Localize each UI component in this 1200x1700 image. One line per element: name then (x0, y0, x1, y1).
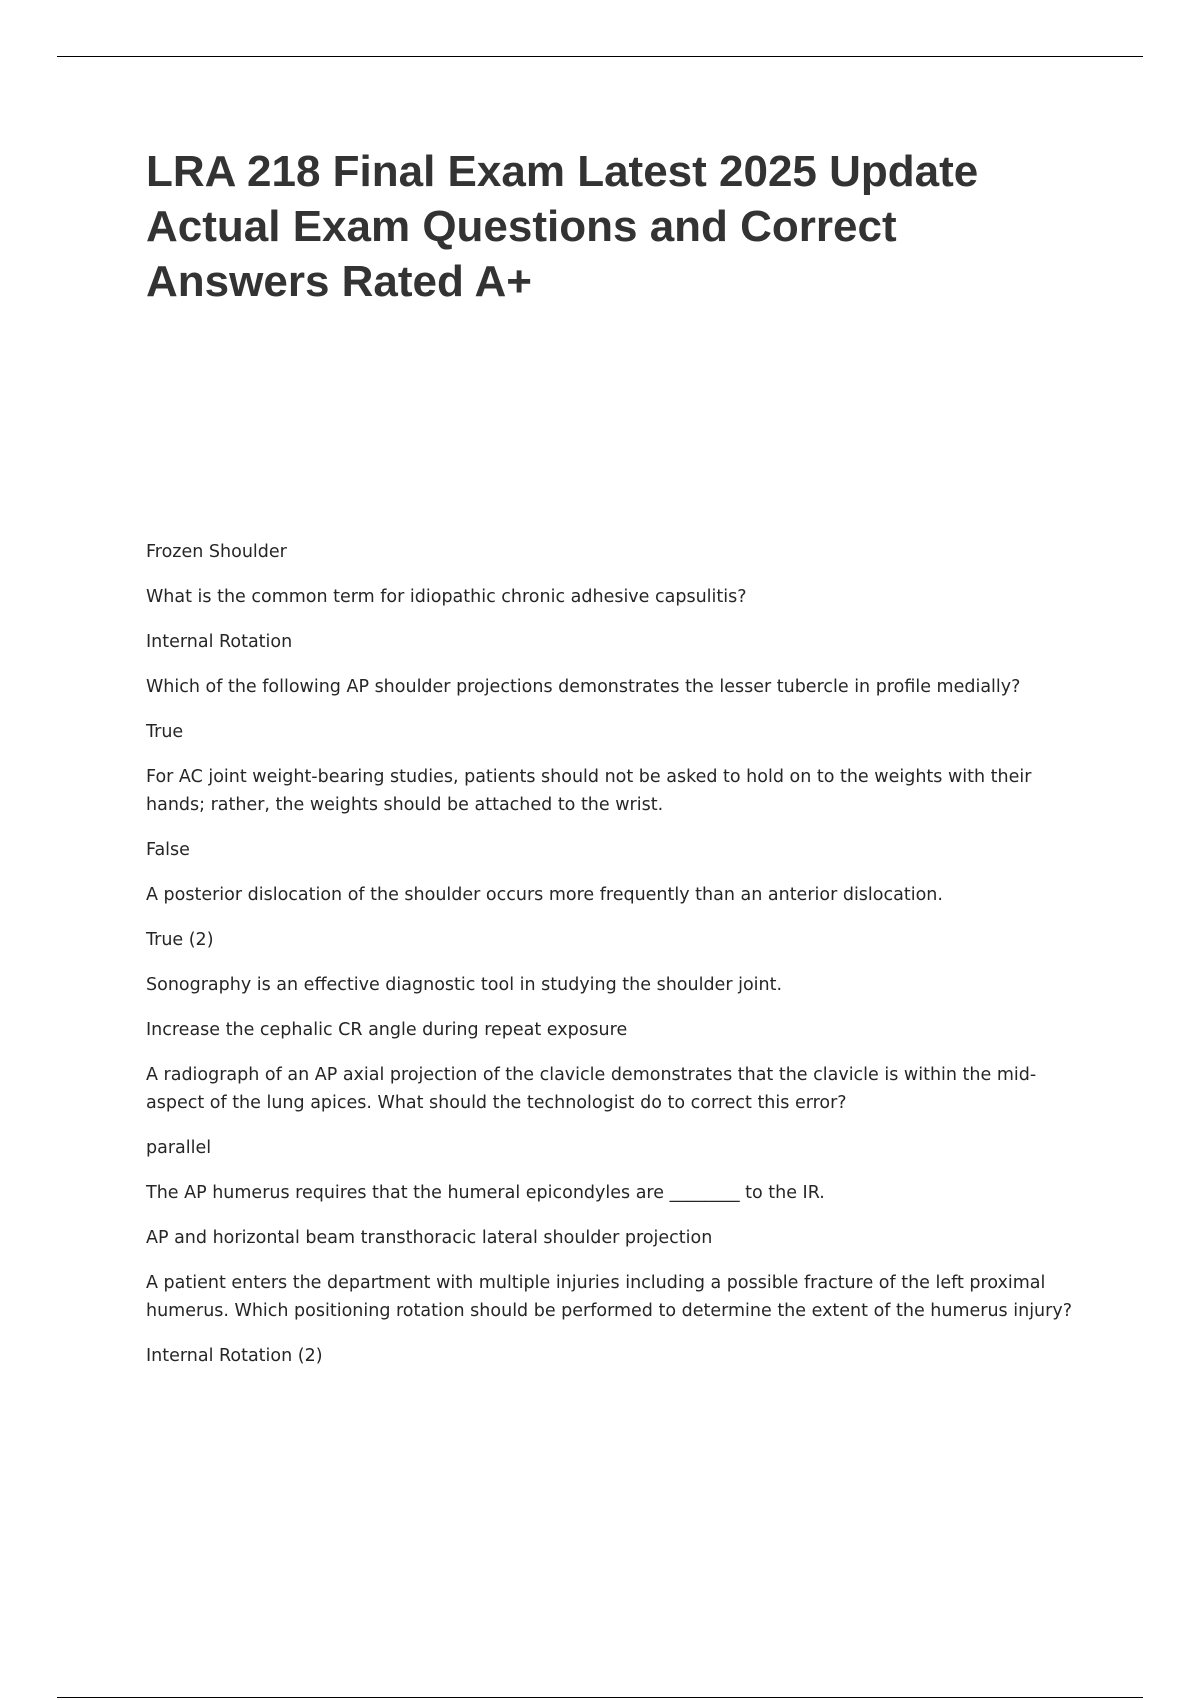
page-title: LRA 218 Final Exam Latest 2025 Update Actual Exam Questions and Correct Answers Rated A+ (146, 147, 979, 306)
answer-line: Frozen Shoulder (146, 542, 287, 562)
question-line: For AC joint weight-bearing studies, patients should not be asked to hold on to the weights with their hands; rather, the weights should be attached to the wrist. (146, 767, 1032, 815)
qa-list (146, 538, 1086, 1387)
question-line: What is the common term for idiopathic chronic adhesive capsulitis? (146, 587, 747, 607)
question-line: Which of the following AP shoulder projections demonstrates the lesser tubercle in profile medially? (146, 677, 1021, 697)
answer-line: Internal Rotation (146, 632, 293, 652)
answer-line: Increase the cephalic CR angle during repeat exposure (146, 1020, 628, 1040)
answer-line: parallel (146, 1138, 212, 1158)
question-line: A radiograph of an AP axial projection of the clavicle demonstrates that the clavicle is within the mid-aspect of the lung apices. What should the technologist do to correct this error? (146, 1065, 1037, 1113)
answer-line: Internal Rotation (2) (146, 1346, 323, 1366)
question-line: A patient enters the department with multiple injuries including a possible fracture of the left proximal humerus. Which positioning rotation should be performed to determine the extent of the humerus injury? (146, 1273, 1072, 1321)
footer-rule (57, 1697, 1143, 1698)
answer-line: AP and horizontal beam transthoracic lateral shoulder projection (146, 1228, 713, 1248)
answer-line: True (2) (146, 930, 214, 950)
question-line: A posterior dislocation of the shoulder occurs more frequently than an anterior dislocation. (146, 885, 943, 905)
answer-line: False (146, 840, 190, 860)
question-line: The AP humerus requires that the humeral epicondyles are ________ to the IR. (146, 1183, 825, 1203)
answer-line: True (146, 722, 184, 742)
header-rule (57, 56, 1143, 57)
question-line: Sonography is an effective diagnostic tool in studying the shoulder joint. (146, 975, 783, 995)
